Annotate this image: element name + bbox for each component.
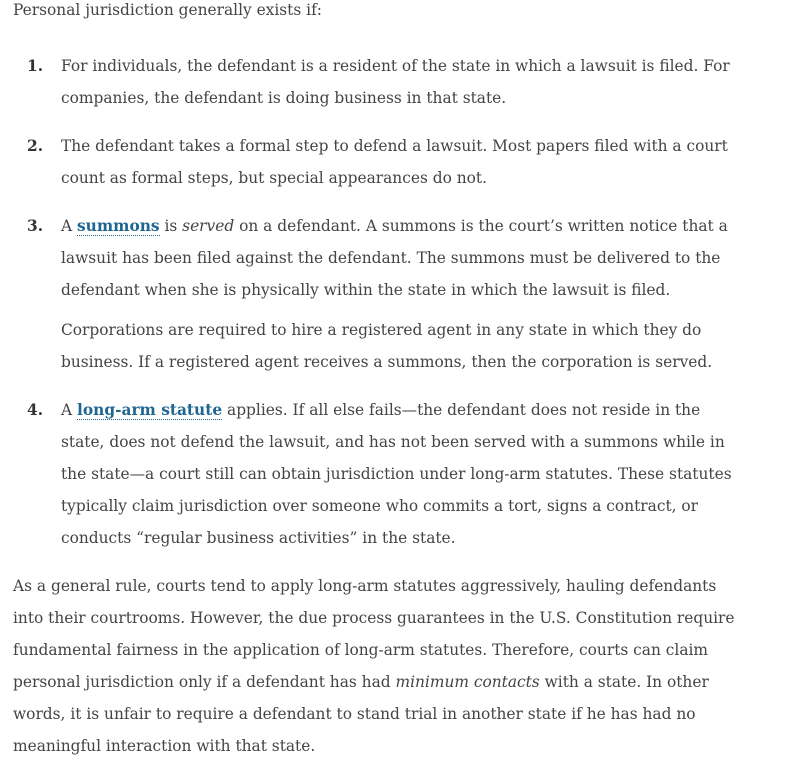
intro-paragraph: Personal jurisdiction generally exists if: xyxy=(13,1,322,19)
summons-link[interactable]: summons xyxy=(77,217,160,235)
list-item xyxy=(0,394,745,554)
list-item xyxy=(0,50,745,114)
list-item-number: 4. xyxy=(27,401,44,419)
list-item xyxy=(0,130,745,194)
text-segment: is xyxy=(159,217,183,235)
list-item xyxy=(0,210,745,378)
list-item-text xyxy=(61,210,745,306)
list-item-number: 2. xyxy=(27,137,44,155)
list-item-number: 1. xyxy=(27,57,44,75)
text-segment: on a defendant. A summons is the court’s written notice that a lawsuit has been filed against the defendant. The summons must be delivered to the defendant when she is physically within the state in which the lawsuit is filed. xyxy=(61,217,728,299)
emphasis-text: minimum contacts xyxy=(395,673,540,691)
long-arm-statute-link[interactable]: long-arm statute xyxy=(77,401,223,419)
text-segment: A xyxy=(61,401,78,419)
list-item-text: The defendant takes a formal step to defend a lawsuit. Most papers filed with a court count as formal steps, but special appearances do not. xyxy=(61,137,728,187)
text-segment: As a general rule, courts tend to apply long-arm statutes aggressively, hauling defendants into their courtrooms. However, the due process guarantees in the U.S. Constitution require fundamental fairness in the application of long-arm statutes. Therefore, courts can claim personal jurisdiction only if a defendant has had xyxy=(13,577,735,691)
list-item-number: 3. xyxy=(27,217,44,235)
closing-paragraph xyxy=(13,570,743,762)
text-segment: with a state. In other words, it is unfair to require a defendant to stand trial in another state if he has had no meaningful interaction with that state. xyxy=(13,673,709,755)
list-item-text xyxy=(61,394,745,554)
list-item-text: For individuals, the defendant is a resident of the state in which a lawsuit is filed. For companies, the defendant is doing business in that state. xyxy=(61,57,730,107)
text-segment: applies. If all else fails—the defendant does not reside in the state, does not defend the lawsuit, and has not been served with a summons while in the state—a court still can obtain jurisdiction under long-arm statutes. These statutes typically claim jurisdiction over someone who commits a tort, signs a contract, or conducts “regular business activities” in the state. xyxy=(61,401,732,547)
text-segment: A xyxy=(61,217,78,235)
emphasis-text: served xyxy=(182,217,235,235)
list-item-subparagraph: Corporations are required to hire a registered agent in any state in which they do business. If a registered agent receives a summons, then the corporation is served. xyxy=(61,321,713,371)
jurisdiction-conditions-list xyxy=(0,50,745,570)
